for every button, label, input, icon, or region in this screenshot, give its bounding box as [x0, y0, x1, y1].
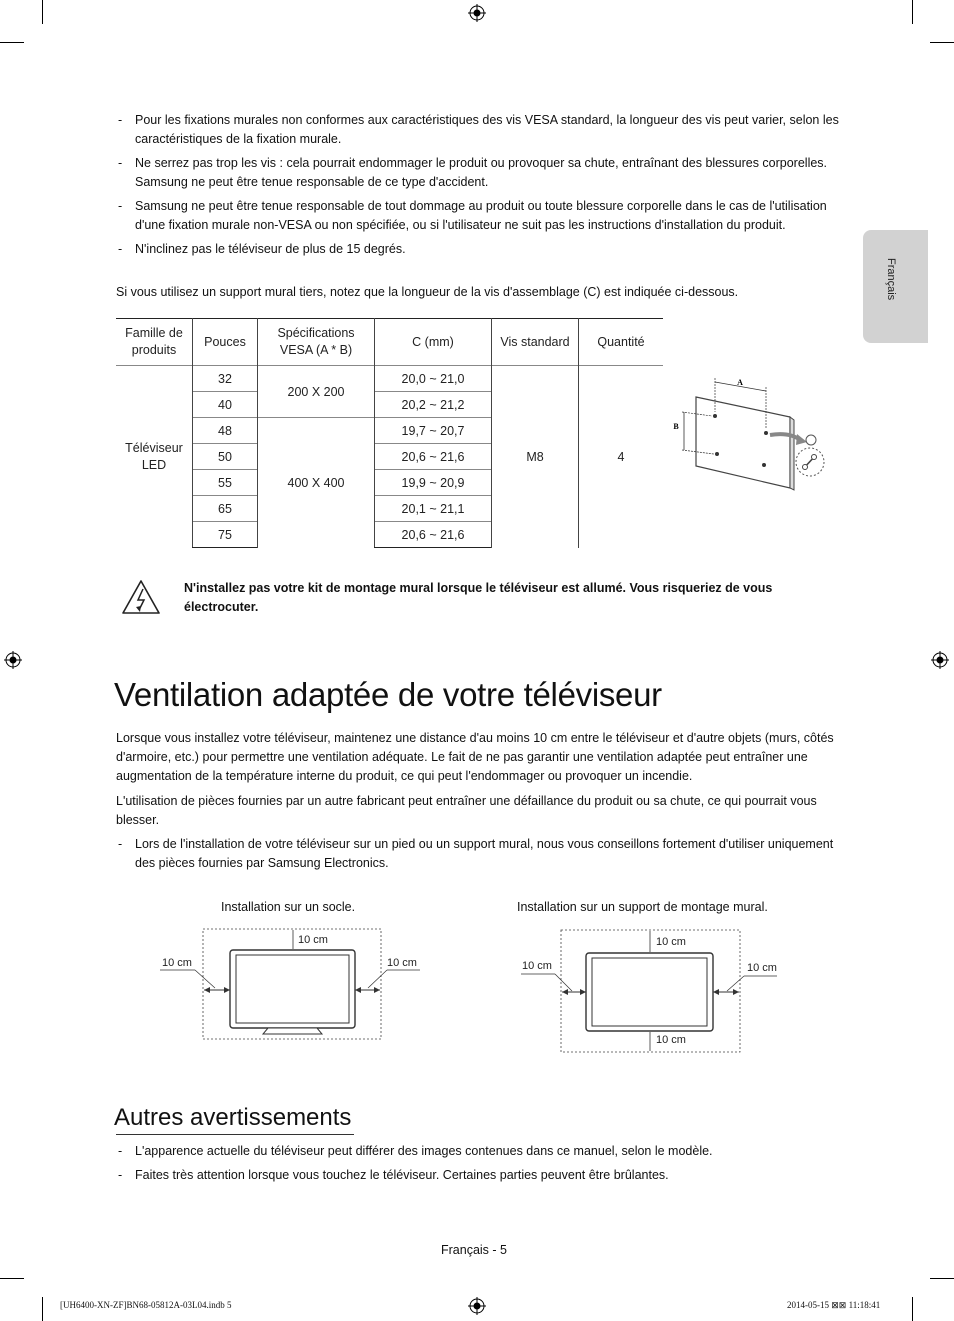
wall-mount-diagram: [670, 372, 840, 494]
registration-mark-icon: [468, 1297, 486, 1315]
table-intro: Si vous utilisez un support mural tiers, notez que la longueur de la vis d'assemblage (C) est indiquée ci-dessous.: [116, 285, 739, 299]
column-header: Famille de produits: [125, 326, 183, 357]
crop-mark: [930, 42, 954, 43]
vesa-spec-table: [116, 318, 663, 548]
list-item: - Pour les fixations murales non conformes aux caractéristiques des vis VESA standard, la longueur des vis peut varier, selon les caractéristiques de la fixation murale.: [118, 113, 839, 146]
inch-cell: 65: [193, 496, 258, 522]
c-mm-cell: 19,7 ~ 20,7: [375, 418, 492, 444]
inch-cell: 75: [193, 522, 258, 548]
print-timestamp: 2014-05-15 ⊠⊠ 11:18:41: [787, 1300, 881, 1310]
caption-stand-installation: Installation sur un socle.: [221, 900, 356, 914]
crop-mark: [0, 1278, 24, 1279]
c-mm-cell: 19,9 ~ 20,9: [375, 470, 492, 496]
column-header: Spécifications VESA (A * B): [258, 319, 375, 366]
vesa-cell: 400 X 400: [258, 418, 375, 548]
dimension-label-b: B: [673, 422, 679, 431]
clearance-label-right: 10 cm: [747, 962, 777, 974]
clearance-label-top: 10 cm: [298, 934, 328, 946]
c-mm-cell: 20,6 ~ 21,6: [375, 444, 492, 470]
inch-cell: 50: [193, 444, 258, 470]
list-item: - Ne serrez pas trop les vis : cela pourrait endommager le produit ou provoquer sa chute, entraînant des blessures corporelles. Samsung ne peut être tenue responsable de ce type d'accident.: [118, 156, 828, 189]
c-mm-cell: 20,6 ~ 21,6: [375, 522, 492, 548]
list-item: - Faites très attention lorsque vous touchez le téléviseur. Certaines parties peuvent être brûlantes.: [118, 1168, 669, 1182]
electric-shock-warning-icon: [121, 579, 161, 615]
screw-cell: M8: [492, 366, 579, 548]
ventilation-paragraph: Lorsque vous installez votre téléviseur, maintenez une distance d'au moins 10 cm entre le téléviseur et d'autre objets (murs, côtés d'armoire, etc.) pour permettre une ventilation adéquate. Le fait de ne pas garantir une ventilation adaptée peut entraîner une augmentation de la température interne du produit, ce qui peut l'endommager ou provoquer un incendie.: [116, 731, 834, 783]
crop-mark: [42, 1297, 43, 1321]
inch-cell: 55: [193, 470, 258, 496]
clearance-label-left: 10 cm: [522, 960, 552, 972]
c-mm-cell: 20,0 ~ 21,0: [375, 366, 492, 392]
crop-mark: [912, 1297, 913, 1321]
print-file-info: [UH6400-XN-ZF]BN68-05812A-03L04.indb 5: [60, 1300, 232, 1310]
registration-mark-icon: [931, 651, 949, 669]
registration-mark-icon: [4, 651, 22, 669]
language-tab-label: Français: [885, 258, 897, 301]
c-mm-cell: 20,2 ~ 21,2: [375, 392, 492, 418]
column-header: Quantité: [579, 319, 664, 366]
dimension-label-a: A: [737, 378, 743, 387]
page-number: Français - 5: [441, 1243, 507, 1257]
stand-clearance-diagram: [150, 922, 440, 1047]
inch-cell: 32: [193, 366, 258, 392]
family-cell: Téléviseur LED: [116, 366, 193, 548]
clearance-label-right: 10 cm: [387, 957, 417, 969]
section-title-ventilation: Ventilation adaptée de votre téléviseur: [114, 676, 662, 713]
vesa-cell: 200 X 200: [258, 366, 375, 418]
quantity-cell: 4: [579, 366, 664, 548]
clearance-label-left: 10 cm: [162, 957, 192, 969]
wall-clearance-diagram: [515, 924, 785, 1056]
registration-mark-icon: [468, 4, 486, 22]
crop-mark: [912, 0, 913, 24]
crop-mark: [0, 42, 24, 43]
wall-mount-notes: [116, 111, 842, 264]
list-item: - L'apparence actuelle du téléviseur peut différer des images contenues dans ce manuel, selon le modèle.: [118, 1144, 713, 1158]
inch-cell: 40: [193, 392, 258, 418]
column-header: Vis standard: [492, 319, 579, 366]
crop-mark: [930, 1278, 954, 1279]
column-header: Pouces: [193, 319, 258, 366]
clearance-label-bottom: 10 cm: [656, 1034, 686, 1046]
ventilation-notes: [116, 835, 842, 878]
caption-wall-installation: Installation sur un support de montage mural.: [517, 900, 768, 914]
list-item: - Lors de l'installation de votre téléviseur sur un pied ou un support mural, nous vous conseillons fortement d'utiliser uniquement des pièces fournies par Samsung Electronics.: [118, 837, 834, 870]
section-title-underline: [116, 1134, 354, 1135]
list-item: - Samsung ne peut être tenue responsable de tout dommage au produit ou toute blessure corporelle dans le cas de l'utilisation d'une fixation murale non-VESA ou non spécifiée, ou si l'utilisateur ne suit pas les instructions d'installation du produit.: [118, 199, 827, 232]
column-header: C (mm): [375, 319, 492, 366]
inch-cell: 48: [193, 418, 258, 444]
section-title-other-warnings: Autres avertissements: [114, 1104, 352, 1131]
list-item: - N'inclinez pas le téléviseur de plus de 15 degrés.: [118, 242, 406, 256]
language-tab: [863, 230, 928, 343]
clearance-label-top: 10 cm: [656, 936, 686, 948]
warning-text: N'installez pas votre kit de montage mural lorsque le téléviseur est allumé. Vous risqueriez de vous électrocuter.: [184, 581, 773, 614]
c-mm-cell: 20,1 ~ 21,1: [375, 496, 492, 522]
table-header-row: [116, 319, 663, 366]
crop-mark: [42, 0, 43, 24]
other-warnings-list: [116, 1142, 842, 1190]
table-row: [116, 366, 663, 392]
ventilation-paragraph: L'utilisation de pièces fournies par un autre fabricant peut entraîner une défaillance du produit ou sa chute, ce qui pourrait vous blesser.: [116, 794, 817, 827]
